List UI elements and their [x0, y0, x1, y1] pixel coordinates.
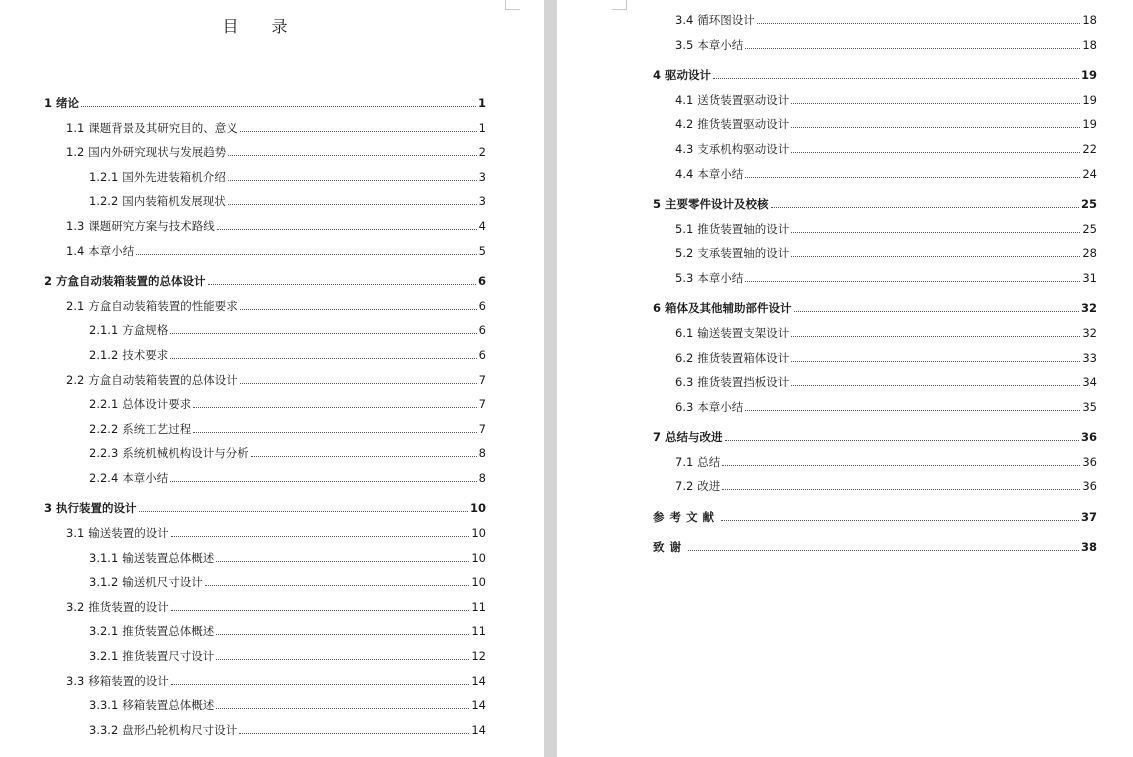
- toc-entry-page-number: 5: [478, 243, 486, 258]
- toc-entry-number: 3.4: [675, 13, 694, 27]
- toc-entry-title: 致谢: [653, 540, 686, 555]
- dot-leader: [722, 465, 1080, 466]
- toc-entry-title: 方盒自动装箱装置的总体设计: [56, 274, 206, 289]
- toc-entry-title: 课题背景及其研究目的、意义: [88, 120, 238, 135]
- toc-entry-page-number: 1: [478, 120, 486, 135]
- toc-entry-number: 2.2.2: [89, 421, 119, 436]
- dot-leader: [745, 281, 1080, 282]
- toc-entry[interactable]: [44, 720, 486, 738]
- toc-entry[interactable]: [44, 443, 486, 461]
- toc-entry-title: 改进: [697, 479, 721, 494]
- toc-entry-title: 技术要求: [122, 347, 169, 362]
- dot-leader: [205, 585, 470, 586]
- dot-leader: [722, 489, 1080, 490]
- toc-entry-page-number: 7: [478, 421, 486, 436]
- toc-entry-number: 6.1: [675, 325, 694, 340]
- toc-entry-page-number: 18: [1082, 13, 1097, 27]
- toc-entry[interactable]: [653, 164, 1097, 182]
- toc-entry-title: 输送装置总体概述: [122, 550, 215, 565]
- toc-title: 目 录: [222, 17, 302, 36]
- toc-entry-number: 5.3: [675, 270, 694, 285]
- dot-leader: [170, 358, 476, 359]
- toc-entry-title: 输送装置支架设计: [697, 325, 790, 340]
- dot-leader: [217, 229, 477, 230]
- toc-entry-number: 1.2.2: [89, 194, 119, 209]
- toc-entry[interactable]: [44, 216, 486, 234]
- toc-entry[interactable]: [653, 323, 1097, 341]
- toc-entry-number: 4: [653, 68, 662, 83]
- toc-entry-page-number: 36: [1082, 454, 1097, 469]
- toc-entry-title: 推货装置的设计: [88, 599, 169, 614]
- toc-entry-number: 3.2.1: [89, 624, 119, 639]
- toc-entry-number: 1.2: [66, 145, 85, 160]
- toc-entry-page-number: 37: [1080, 509, 1097, 524]
- toc-entry-number: 3.3: [66, 673, 85, 688]
- dot-leader: [791, 385, 1080, 386]
- toc-entry[interactable]: [653, 114, 1097, 132]
- toc-entry[interactable]: [44, 394, 486, 412]
- toc-entry[interactable]: [653, 219, 1097, 237]
- toc-entry-number: 4.3: [675, 141, 694, 156]
- toc-entry-page-number: 8: [478, 470, 486, 485]
- toc-entry[interactable]: [44, 621, 486, 639]
- toc-entry[interactable]: [653, 298, 1097, 316]
- toc-entry[interactable]: [653, 65, 1097, 83]
- toc-entry-title: 方盒自动装箱装置的总体设计: [88, 372, 238, 387]
- dot-leader: [791, 232, 1080, 233]
- toc-entry[interactable]: [653, 268, 1097, 286]
- toc-entry-number: 5.2: [675, 246, 694, 261]
- toc-entry[interactable]: [44, 93, 486, 111]
- dot-leader: [791, 103, 1080, 104]
- toc-entry[interactable]: [653, 372, 1097, 390]
- toc-entry-page-number: 6: [477, 274, 486, 289]
- toc-entry-number: 3.1.2: [89, 575, 119, 590]
- toc-entry-page-number: 33: [1082, 350, 1097, 365]
- dot-leader: [240, 383, 477, 384]
- toc-entry-title: 国内外研究现状与发展趋势: [88, 145, 227, 160]
- toc-entry[interactable]: [44, 370, 486, 388]
- toc-entry[interactable]: [44, 142, 486, 160]
- dot-leader: [171, 610, 470, 611]
- toc-entry-page-number: 25: [1082, 221, 1097, 236]
- toc-entry-number: 2.2: [66, 372, 85, 387]
- toc-entry-page-number: 10: [471, 526, 486, 540]
- toc-entry[interactable]: [653, 507, 1097, 525]
- toc-entry-title: 本章小结: [697, 399, 744, 414]
- toc-entry-page-number: 6: [478, 323, 486, 338]
- toc-entry-number: 2.1.2: [89, 347, 119, 362]
- toc-entry-number: 1.3: [66, 219, 85, 233]
- toc-entry-number: 3.3.1: [89, 698, 119, 713]
- toc-entry-title: 本章小结: [697, 37, 744, 52]
- toc-entry-number: 5: [653, 197, 662, 211]
- toc-entry-title: 本章小结: [88, 243, 135, 258]
- toc-entry-page-number: 31: [1082, 270, 1097, 285]
- toc-entry[interactable]: [653, 194, 1097, 212]
- toc-entry-number: 7.2: [675, 479, 694, 494]
- toc-entry-number: 1: [44, 96, 53, 110]
- toc-entry-title: 国外先进装箱机介绍: [122, 169, 226, 184]
- dot-leader: [193, 407, 476, 408]
- toc-entry-page-number: 28: [1082, 246, 1097, 261]
- dot-leader: [239, 733, 469, 734]
- dot-leader: [251, 456, 477, 457]
- toc-entry[interactable]: [44, 167, 486, 185]
- toc-entry-title: 输送装置的设计: [88, 526, 169, 540]
- dot-leader: [757, 23, 1081, 24]
- toc-entry[interactable]: [44, 572, 486, 590]
- toc-entry-number: 3.3.2: [89, 722, 119, 737]
- toc-entry-title: 课题研究方案与技术路线: [88, 219, 215, 233]
- margin-corner-mark: [612, 0, 627, 10]
- toc-entry-page-number: 7: [478, 397, 486, 412]
- toc-entry-number: 2.1: [66, 298, 85, 313]
- toc-entry[interactable]: [44, 498, 486, 516]
- margin-corner-mark: [505, 0, 520, 10]
- toc-entry-title: 本章小结: [697, 166, 744, 181]
- toc-entry[interactable]: [44, 597, 486, 615]
- dot-leader: [791, 152, 1080, 153]
- toc-entry-title: 推货装置挡板设计: [697, 375, 790, 390]
- toc-entry-title: 系统工艺过程: [122, 421, 192, 436]
- toc-entry[interactable]: [44, 118, 486, 136]
- page-gap: [544, 0, 557, 757]
- dot-leader: [193, 432, 476, 433]
- toc-entry-title: 送货装置驱动设计: [697, 92, 790, 107]
- toc-entry-page-number: 32: [1082, 325, 1097, 340]
- toc-entry-title: 推货装置箱体设计: [697, 350, 790, 365]
- toc-entry-number: 3.1: [66, 526, 85, 540]
- toc-entry-number: 2: [44, 274, 53, 289]
- dot-leader: [688, 550, 1079, 551]
- toc-entry-page-number: 22: [1082, 141, 1097, 156]
- dot-leader: [713, 78, 1079, 79]
- toc-entry-number: 3.1.1: [89, 550, 119, 565]
- toc-page-right: [557, 0, 1133, 757]
- toc-entry[interactable]: [44, 191, 486, 209]
- toc-entry-title: 支承装置轴的设计: [697, 246, 790, 261]
- toc-entry[interactable]: [653, 35, 1097, 53]
- toc-entry-page-number: 3: [478, 169, 486, 184]
- toc-entry-page-number: 19: [1082, 92, 1097, 107]
- toc-entry-page-number: 25: [1080, 197, 1097, 211]
- toc-entry-page-number: 24: [1082, 166, 1097, 181]
- toc-entry-page-number: 10: [469, 501, 486, 516]
- dot-leader: [228, 204, 477, 205]
- toc-entry[interactable]: [44, 523, 486, 541]
- dot-leader: [171, 536, 470, 537]
- dot-leader: [240, 309, 477, 310]
- dot-leader: [139, 511, 468, 512]
- dot-leader: [208, 284, 476, 285]
- toc-entry-number: 6.3: [675, 399, 694, 414]
- toc-entry-number: 6.3: [675, 375, 694, 390]
- toc-entry-title: 执行装置的设计: [56, 501, 137, 516]
- toc-entry-number: 1.2.1: [89, 169, 119, 184]
- toc-entry-number: 6.2: [675, 350, 694, 365]
- dot-leader: [791, 361, 1080, 362]
- toc-entry-number: 3.2: [66, 599, 85, 614]
- toc-entry-title: 移箱装置总体概述: [122, 698, 215, 713]
- toc-entry-page-number: 3: [478, 194, 486, 209]
- dot-leader: [240, 131, 477, 132]
- dot-leader: [228, 155, 476, 156]
- toc-entry-title: 循环图设计: [697, 13, 755, 27]
- toc-entry-title: 参考文献: [653, 509, 719, 524]
- toc-entry-page-number: 36: [1082, 479, 1097, 494]
- toc-entry[interactable]: [44, 671, 486, 689]
- toc-entry-number: 1.1: [66, 120, 85, 135]
- toc-entry-title: 推货装置驱动设计: [697, 117, 790, 132]
- toc-entry-page-number: 38: [1080, 540, 1097, 555]
- toc-entry-number: 3: [44, 501, 53, 516]
- toc-entry-page-number: 11: [471, 599, 486, 614]
- toc-entry-number: 3.2.1: [89, 649, 119, 663]
- toc-entry-title: 支承机构驱动设计: [697, 141, 790, 156]
- toc-entry-title: 本章小结: [122, 470, 169, 485]
- toc-entry-page-number: 6: [478, 298, 486, 313]
- toc-entry-number: 3.5: [675, 37, 694, 52]
- dot-leader: [791, 256, 1080, 257]
- toc-entry[interactable]: [653, 427, 1097, 445]
- toc-entry[interactable]: [44, 468, 486, 486]
- toc-entry[interactable]: [44, 345, 486, 363]
- dot-leader: [216, 659, 469, 660]
- toc-entry-number: 4.4: [675, 166, 694, 181]
- toc-entry-number: 1.4: [66, 243, 85, 258]
- toc-entry-title: 总结与改进: [665, 430, 723, 445]
- dot-leader: [791, 336, 1080, 337]
- dot-leader: [745, 48, 1080, 49]
- toc-entry-number: 7.1: [675, 454, 694, 469]
- toc-entry[interactable]: [44, 419, 486, 437]
- dot-leader: [725, 440, 1079, 441]
- dot-leader: [216, 561, 469, 562]
- dot-leader: [136, 254, 476, 255]
- toc-entry[interactable]: [44, 241, 486, 259]
- toc-entry[interactable]: [44, 695, 486, 713]
- toc-entry[interactable]: [44, 320, 486, 338]
- toc-entry-title: 绪论: [56, 96, 80, 110]
- toc-entry-page-number: 4: [478, 219, 486, 233]
- toc-entry-page-number: 34: [1082, 375, 1097, 390]
- dot-leader: [171, 684, 470, 685]
- toc-entry-page-number: 19: [1080, 68, 1097, 83]
- toc-entry-page-number: 14: [471, 722, 486, 737]
- dot-leader: [745, 410, 1080, 411]
- toc-entry-title: 总结: [697, 454, 721, 469]
- toc-entry-page-number: 35: [1082, 399, 1097, 414]
- dot-leader: [721, 520, 1079, 521]
- toc-entry-page-number: 32: [1080, 301, 1097, 316]
- toc-entry-number: 4.1: [675, 92, 694, 107]
- dot-leader: [81, 106, 476, 107]
- toc-entry-page-number: 14: [471, 673, 486, 688]
- toc-entry-title: 推货装置尺寸设计: [122, 649, 215, 663]
- toc-entry-number: 2.2.1: [89, 397, 119, 412]
- toc-entry-number: 5.1: [675, 221, 694, 236]
- toc-entry-title: 方盒自动装箱装置的性能要求: [88, 298, 238, 313]
- toc-entry[interactable]: [653, 476, 1097, 494]
- toc-entry-title: 系统机械机构设计与分析: [122, 446, 249, 461]
- toc-entry-page-number: 10: [471, 550, 486, 565]
- toc-entry[interactable]: [653, 243, 1097, 261]
- toc-entry-page-number: 19: [1082, 117, 1097, 132]
- toc-entry-title: 国内装箱机发展现状: [122, 194, 226, 209]
- toc-entry-page-number: 10: [471, 575, 486, 590]
- toc-entry-number: 2.2.3: [89, 446, 119, 461]
- toc-entry[interactable]: [44, 548, 486, 566]
- toc-entry-title: 总体设计要求: [122, 397, 192, 412]
- toc-entry[interactable]: [653, 90, 1097, 108]
- toc-entry-number: 7: [653, 430, 662, 445]
- toc-entry-title: 驱动设计: [665, 68, 712, 83]
- dot-leader: [745, 177, 1080, 178]
- toc-entry-page-number: 2: [478, 145, 486, 160]
- dot-leader: [216, 708, 469, 709]
- toc-entry[interactable]: [653, 397, 1097, 415]
- dot-leader: [170, 481, 476, 482]
- toc-entry-page-number: 12: [471, 649, 486, 663]
- dot-leader: [791, 127, 1080, 128]
- toc-entry-page-number: 11: [471, 624, 486, 639]
- toc-entry-title: 方盒规格: [122, 323, 169, 338]
- toc-entry-page-number: 36: [1080, 430, 1097, 445]
- toc-entry[interactable]: [653, 348, 1097, 366]
- dot-leader: [216, 634, 469, 635]
- dot-leader: [228, 180, 477, 181]
- toc-entry[interactable]: [653, 537, 1097, 555]
- toc-entry-number: 4.2: [675, 117, 694, 132]
- toc-entry-title: 箱体及其他辅助部件设计: [665, 301, 792, 316]
- toc-entry-page-number: 1: [477, 96, 486, 110]
- toc-entry-title: 推货装置轴的设计: [697, 221, 790, 236]
- toc-entry-page-number: 8: [478, 446, 486, 461]
- toc-entry-title: 移箱装置的设计: [88, 673, 169, 688]
- toc-entry-page-number: 7: [478, 372, 486, 387]
- toc-entry-title: 主要零件设计及校核: [665, 197, 769, 211]
- toc-entry-number: 6: [653, 301, 662, 316]
- toc-entry-page-number: 18: [1082, 37, 1097, 52]
- toc-entry[interactable]: [653, 139, 1097, 157]
- dot-leader: [794, 311, 1079, 312]
- toc-entry-number: 2.1.1: [89, 323, 119, 338]
- toc-entry-title: 本章小结: [697, 270, 744, 285]
- toc-entry-title: 输送机尺寸设计: [122, 575, 203, 590]
- toc-entry[interactable]: [44, 296, 486, 314]
- toc-entry-number: 2.2.4: [89, 470, 119, 485]
- toc-entry[interactable]: [44, 646, 486, 664]
- toc-entry[interactable]: [44, 271, 486, 289]
- toc-entry-title: 推货装置总体概述: [122, 624, 215, 639]
- toc-entry[interactable]: [653, 452, 1097, 470]
- toc-entry-title: 盘形凸轮机构尺寸设计: [122, 722, 238, 737]
- dot-leader: [771, 207, 1079, 208]
- toc-entry[interactable]: [653, 10, 1097, 28]
- toc-entry-page-number: 14: [471, 698, 486, 713]
- toc-entry-page-number: 6: [478, 347, 486, 362]
- dot-leader: [170, 333, 476, 334]
- toc-page-left: [0, 0, 544, 757]
